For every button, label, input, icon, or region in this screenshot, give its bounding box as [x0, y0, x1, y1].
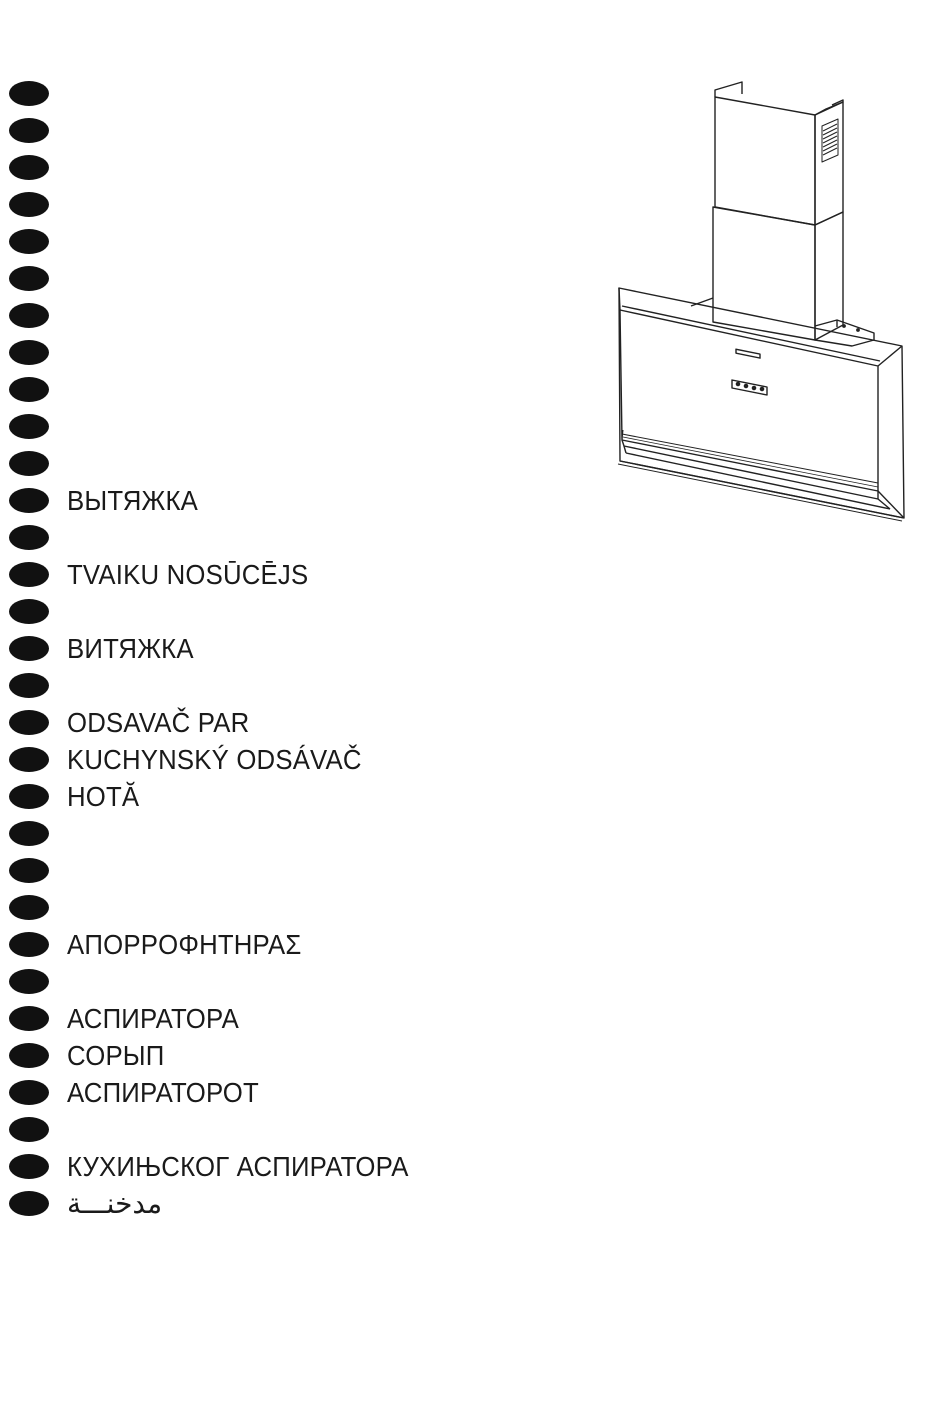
- language-row: [0, 1000, 600, 1037]
- language-row: [0, 519, 600, 556]
- language-tab-marker: [9, 562, 49, 587]
- chimney-upper-side: [815, 102, 843, 225]
- language-row: [0, 297, 600, 334]
- language-row: [0, 75, 600, 112]
- language-tab-marker: [9, 969, 49, 994]
- language-tab-marker: [9, 377, 49, 402]
- language-tab-marker: [9, 488, 49, 513]
- language-tab-marker: [9, 599, 49, 624]
- language-tab-marker: [9, 1154, 49, 1179]
- language-row: [0, 1074, 600, 1111]
- language-row: [0, 186, 600, 223]
- language-tab-marker: [9, 1006, 49, 1031]
- language-tab-marker: [9, 229, 49, 254]
- light-strip: [736, 349, 760, 358]
- language-tab-marker: [9, 525, 49, 550]
- language-tab-marker: [9, 858, 49, 883]
- language-tab-marker: [9, 784, 49, 809]
- cooker-hood-icon: [612, 78, 912, 523]
- language-row: [0, 1185, 600, 1222]
- language-title: КУХИЊСКОГ АСПИРАТОРА: [67, 1151, 409, 1182]
- language-row: [0, 630, 600, 667]
- language-title: HOTĂ: [67, 781, 140, 812]
- language-title: АСПИРАТОРА: [67, 1003, 239, 1034]
- language-tab-marker: [9, 1117, 49, 1142]
- language-title: ВИТЯЖКА: [67, 633, 194, 664]
- language-tab-marker: [9, 895, 49, 920]
- chimney-lower-front: [713, 207, 815, 340]
- language-tab-marker: [9, 1043, 49, 1068]
- language-row: [0, 815, 600, 852]
- language-title: ODSAVAČ PAR: [67, 707, 250, 738]
- language-tab-marker: [9, 673, 49, 698]
- language-title: KUCHYNSKÝ ODSÁVAČ: [67, 744, 362, 775]
- language-title: СОРЫП: [67, 1040, 165, 1071]
- language-tab-marker: [9, 821, 49, 846]
- language-title: مدخنـــة: [67, 1188, 163, 1219]
- language-tab-marker: [9, 340, 49, 365]
- language-row: [0, 482, 600, 519]
- language-row: [0, 778, 600, 815]
- language-row: [0, 852, 600, 889]
- chimney-upper-front: [715, 97, 815, 225]
- language-row: [0, 926, 600, 963]
- language-tab-marker: [9, 303, 49, 328]
- language-row: [0, 556, 600, 593]
- language-row: [0, 445, 600, 482]
- language-row: [0, 112, 600, 149]
- language-row: [0, 963, 600, 1000]
- language-row: [0, 667, 600, 704]
- language-tab-marker: [9, 81, 49, 106]
- language-row: [0, 1148, 600, 1185]
- language-tab-marker: [9, 266, 49, 291]
- language-tab-marker: [9, 451, 49, 476]
- chimney-grille: [822, 119, 838, 162]
- language-row: [0, 593, 600, 630]
- language-tab-marker: [9, 747, 49, 772]
- language-title: АСПИРАТОРОТ: [67, 1077, 259, 1108]
- language-row: [0, 1037, 600, 1074]
- hood-panel-inner: [620, 310, 878, 491]
- language-tab-marker: [9, 192, 49, 217]
- language-row: [0, 889, 600, 926]
- language-row: [0, 704, 600, 741]
- language-row: [0, 1111, 600, 1148]
- language-title: TVAIKU NOSŪCĒJS: [67, 559, 309, 590]
- chimney-bracket: [815, 320, 874, 346]
- language-row: [0, 223, 600, 260]
- language-row: [0, 371, 600, 408]
- language-tab-marker: [9, 1191, 49, 1216]
- language-row: [0, 334, 600, 371]
- language-row: [0, 149, 600, 186]
- chimney-top-flange-left: [715, 82, 742, 97]
- language-tab-marker: [9, 414, 49, 439]
- language-row: [0, 408, 600, 445]
- language-tab-marker: [9, 932, 49, 957]
- language-tab-marker: [9, 118, 49, 143]
- language-row: [0, 260, 600, 297]
- language-title: ВЫТЯЖКА: [67, 485, 199, 516]
- language-row: [0, 741, 600, 778]
- language-title: ΑΠΟΡΡΟΦΗΤΗΡΑΣ: [67, 929, 302, 960]
- language-tab-marker: [9, 155, 49, 180]
- language-tab-marker: [9, 1080, 49, 1105]
- control-panel: [732, 380, 767, 395]
- chimney-top-flange-right: [815, 100, 843, 115]
- language-tab-marker: [9, 710, 49, 735]
- language-tab-marker: [9, 636, 49, 661]
